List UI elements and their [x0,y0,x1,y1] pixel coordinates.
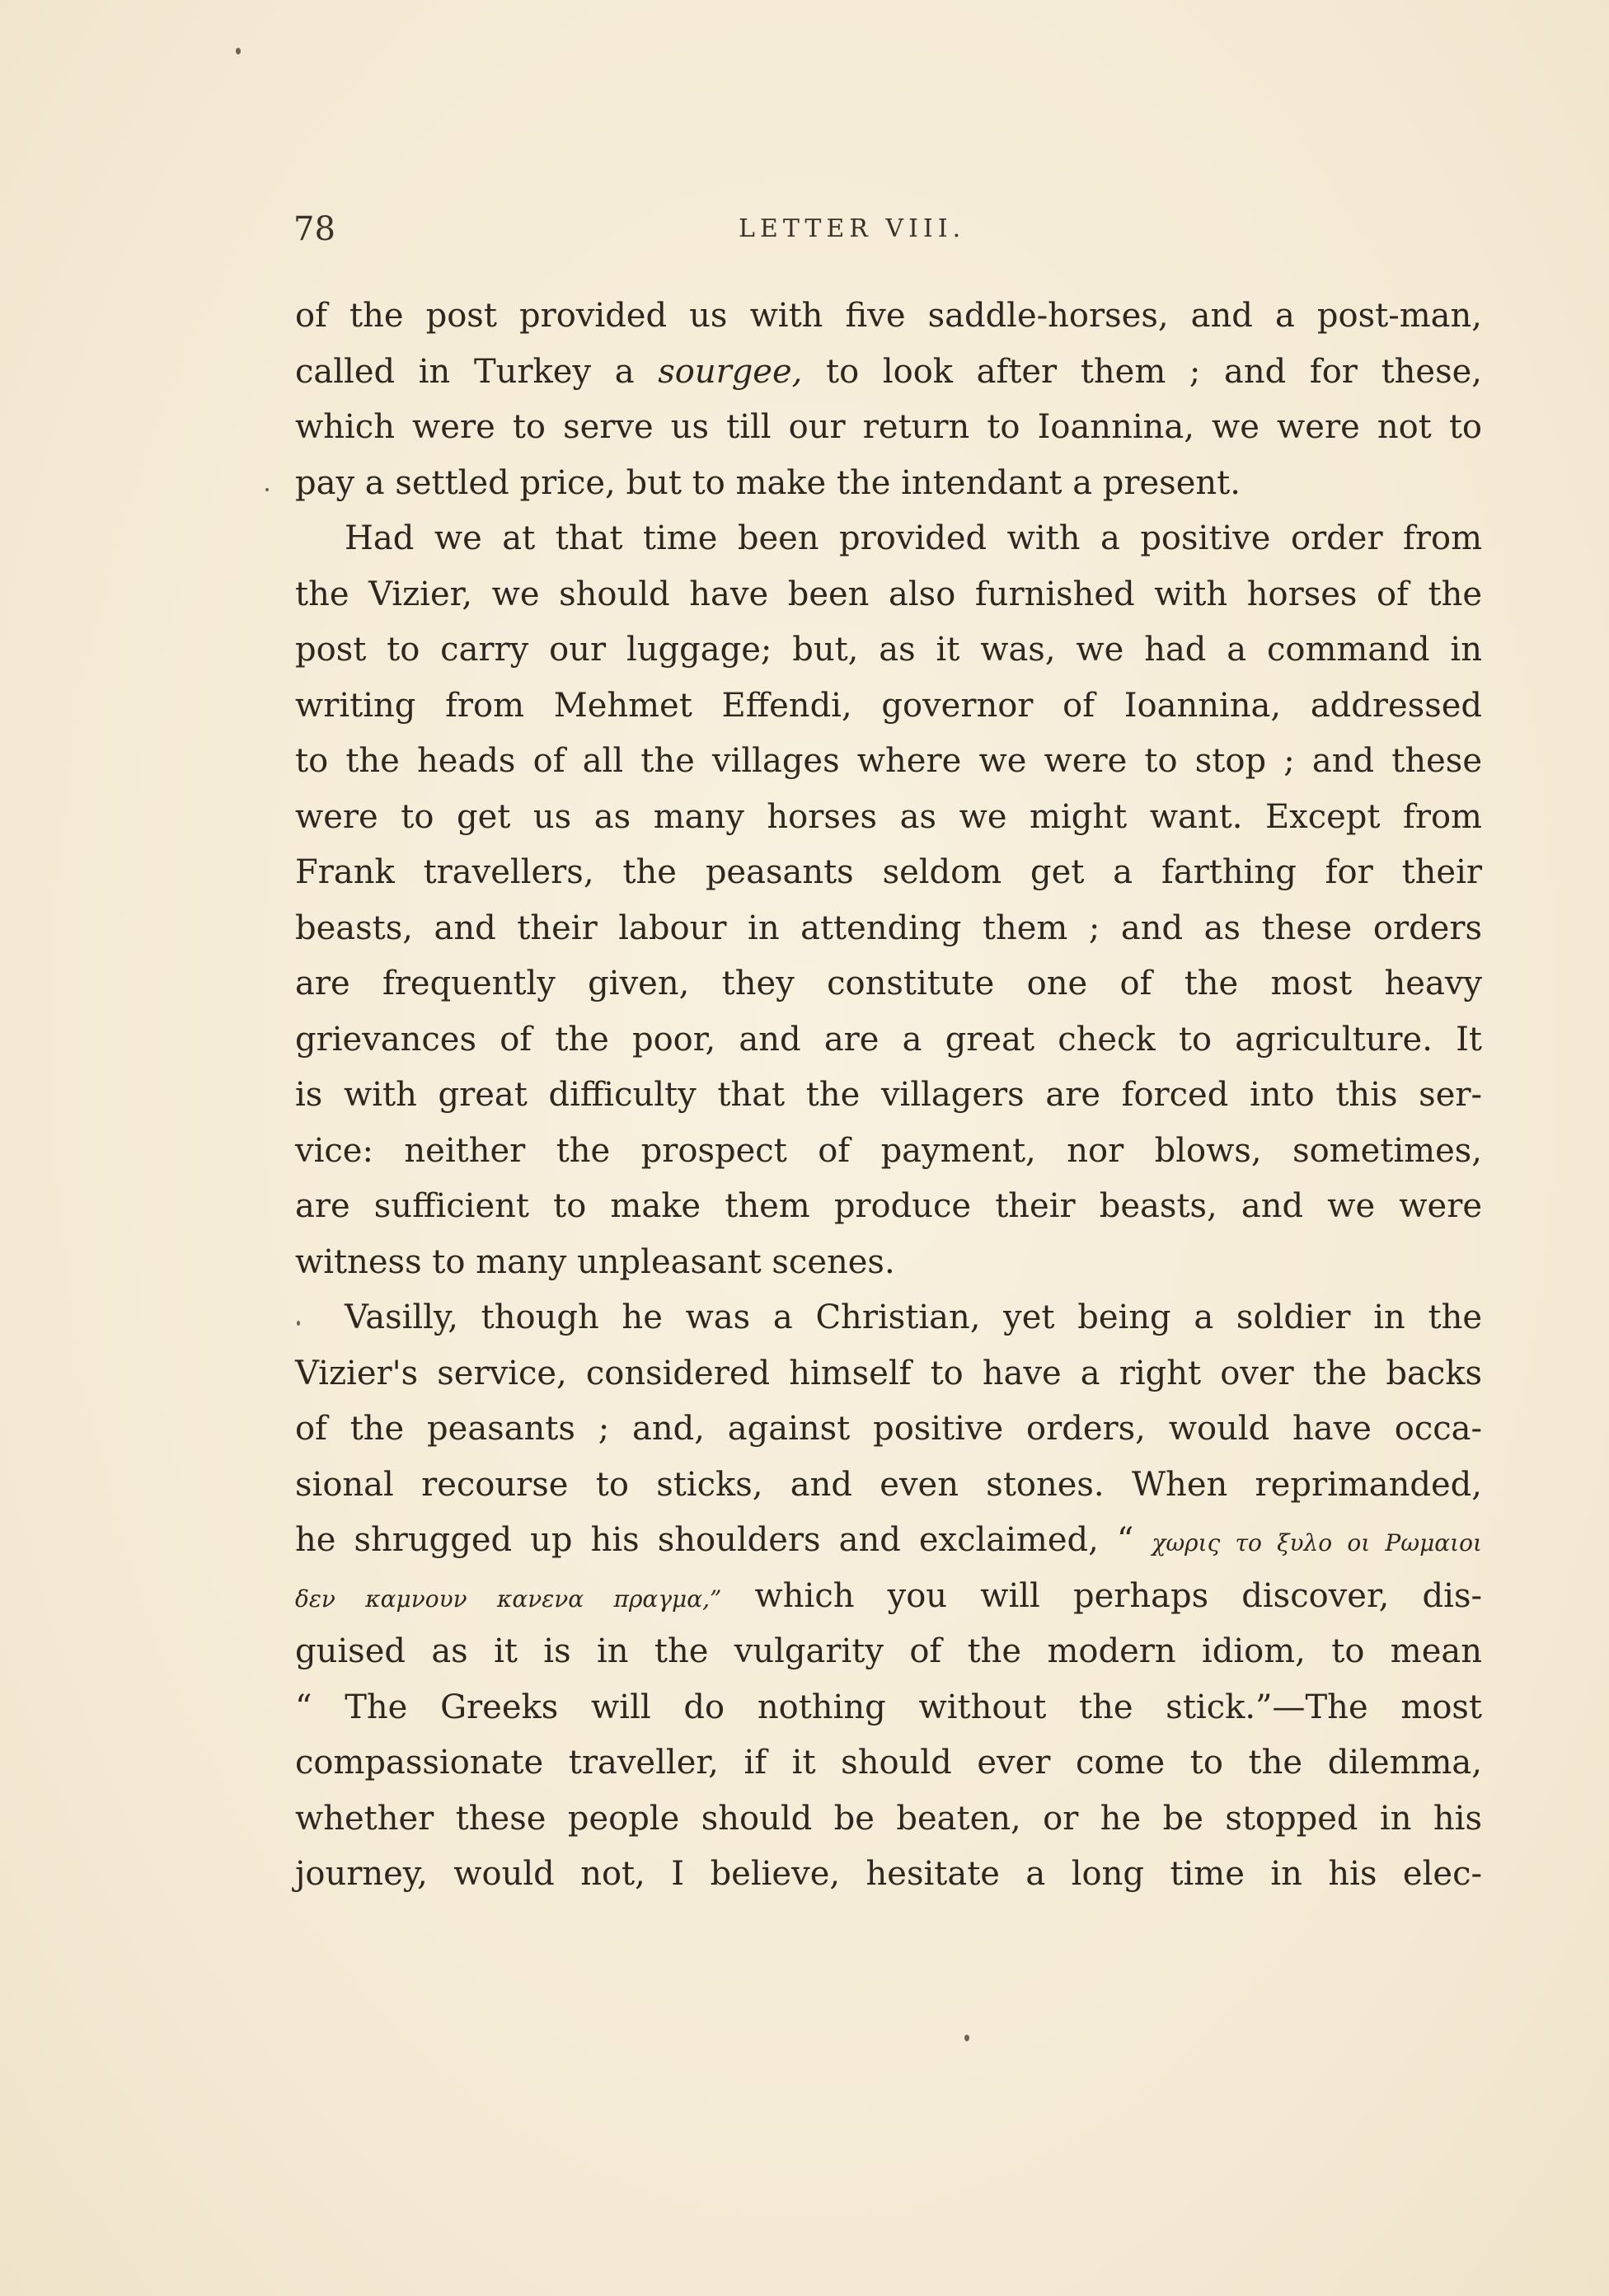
text-line: “ The Greeks will do nothing without the stick.”—The most [295,1688,1482,1726]
italic-word: sourgee, [658,352,803,391]
text-line: whether these people should be beaten, or he be stopped in his [295,1799,1482,1838]
text-line: Vizier's service, considered himself to have a right over the backs [295,1354,1482,1392]
text-line: to the heads of all the villages where we were to stop ; and these [295,742,1482,780]
text-line [295,1569,1482,1625]
greek-quote: δεν καμνουν κανενα πραγμα,” [295,1585,722,1613]
text-line: of the peasants ; and, against positive orders, would have occa- [295,1410,1482,1448]
text-line [295,345,1482,401]
paragraph-start-line: Vasilly, though he was a Christian, yet being a soldier in the [345,1298,1482,1336]
text-segment: called in Turkey a [295,352,659,391]
page-number: 78 [293,210,335,248]
text-line: of the post provided us with five saddle-horses, and a post-man, [295,297,1482,335]
paper-speck [265,488,269,491]
text-line: vice: neither the prospect of payment, nor blows, sometimes, [295,1131,1482,1170]
text-line: post to carry our luggage; but, as it was, we had a command in [295,631,1482,669]
text-line: the Vizier, we should have been also furnished with horses of the [295,575,1482,613]
text-segment: which you will perhaps discover, dis- [721,1576,1482,1615]
text-line: witness to many unpleasant scenes. [295,1242,895,1281]
text-line [295,1513,1482,1569]
paragraph-start-line: Had we at that time been provided with a positive order from [345,519,1482,557]
text-line: compassionate traveller, if it should ever come to the dilemma, [295,1744,1482,1782]
greek-quote: χωρις το ξυλο οι Ρωμαιοι [1152,1529,1482,1556]
paper-speck [236,48,241,54]
text-line: sional recourse to sticks, and even stones. When reprimanded, [295,1465,1482,1504]
page-header [293,204,1480,254]
paper-speck [964,2035,969,2041]
text-line: are sufficient to make them produce their beasts, and we were [295,1187,1482,1225]
text-line: are frequently given, they constitute one of the most heavy [295,965,1482,1002]
text-line: grievances of the poor, and are a great check to agriculture. It [295,1020,1482,1059]
text-line: pay a settled price, but to make the intendant a present. [295,463,1241,502]
text-segment: he shrugged up his shoulders and exclaimed, “ [295,1521,1152,1559]
text-segment: to look after them ; and for these, [802,352,1482,391]
text-line: which were to serve us till our return to Ioannina, we were not to [295,408,1482,446]
text-line: Frank travellers, the peasants seldom get a farthing for their [295,853,1482,891]
text-line: were to get us as many horses as we might want. Except from [295,797,1482,836]
paper-speck [297,1321,300,1326]
text-line: beasts, and their labour in attending them ; and as these orders [295,909,1482,947]
text-line: guised as it is in the vulgarity of the modern idiom, to mean [295,1632,1482,1670]
text-line: is with great difficulty that the villagers are forced into this ser- [295,1076,1482,1114]
text-line: journey, would not, I believe, hesitate a long time in his elec- [295,1855,1482,1893]
body-text [295,289,1482,1903]
running-head: LETTER VIII. [739,214,966,243]
text-line: writing from Mehmet Effendi, governor of Ioannina, addressed [295,686,1482,725]
